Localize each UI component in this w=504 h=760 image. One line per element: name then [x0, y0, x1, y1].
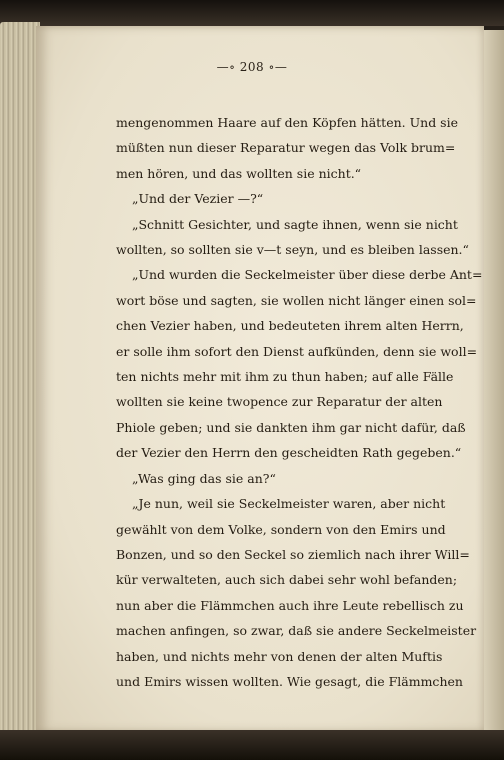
- page-edges-left: [0, 22, 40, 734]
- text-line: „Schnitt Gesichter, und sagte ihnen, wenn sie nicht: [132, 216, 458, 232]
- text-line: machen anfingen, so zwar, daß sie andere Seckelmeister: [116, 623, 477, 639]
- text-line: und Emirs wissen wollten. Wie gesagt, die Flämmchen: [116, 673, 463, 689]
- text-line: men hören, und das wollten sie nicht.“: [116, 165, 362, 181]
- text-line: müßten nun dieser Reparatur wegen das Volk brum=: [116, 140, 456, 156]
- text-line: Phiole geben; und sie dankten ihm gar nicht dafür, daß: [116, 419, 466, 435]
- page-edges-right: [484, 30, 504, 730]
- text-line: „Und wurden die Seckelmeister über diese derbe Ant=: [132, 267, 483, 283]
- bottom-shadow: [0, 730, 504, 760]
- text-line: nun aber die Flämmchen auch ihre Leute rebellisch zu: [116, 597, 464, 613]
- text-line: mengenommen Haare auf den Köpfen hätten. Und sie: [116, 115, 458, 130]
- text-line: chen Vezier haben, und bedeuteten ihrem alten Herrn,: [116, 318, 464, 334]
- body-text: [116, 110, 483, 694]
- text-line: wollten, so sollten sie v—t seyn, und es bleiben lassen.“: [116, 242, 469, 258]
- text-line: gewählt von dem Volke, sondern von den Emirs und: [116, 521, 446, 537]
- text-line: er solle ihm sofort den Dienst aufkünden, denn sie woll=: [116, 343, 478, 359]
- text-line: haben, und nichts mehr von denen der alten Muftis: [116, 648, 443, 664]
- page-number: —∘ 208 ∘—: [216, 60, 288, 74]
- text-line: Bonzen, und so den Seckel so ziemlich nach ihrer Will=: [116, 546, 470, 562]
- text-line: „Was ging das sie an?“: [132, 470, 276, 486]
- text-line: wollten sie keine twopence zur Reparatur der alten: [116, 394, 443, 410]
- top-shadow: [0, 0, 504, 26]
- text-line: kür verwalteten, auch sich dabei sehr wohl befanden;: [116, 572, 458, 588]
- text-line: der Vezier den Herrn den gescheidten Rath gegeben.“: [116, 445, 462, 461]
- text-line: ten nichts mehr mit ihm zu thun haben; auf alle Fälle: [116, 369, 454, 385]
- text-line: „Und der Vezier —?“: [132, 191, 264, 207]
- text-line: wort böse und sagten, sie wollen nicht länger einen sol=: [116, 292, 477, 308]
- text-line: „Je nun, weil sie Seckelmeister waren, aber nicht: [132, 496, 446, 512]
